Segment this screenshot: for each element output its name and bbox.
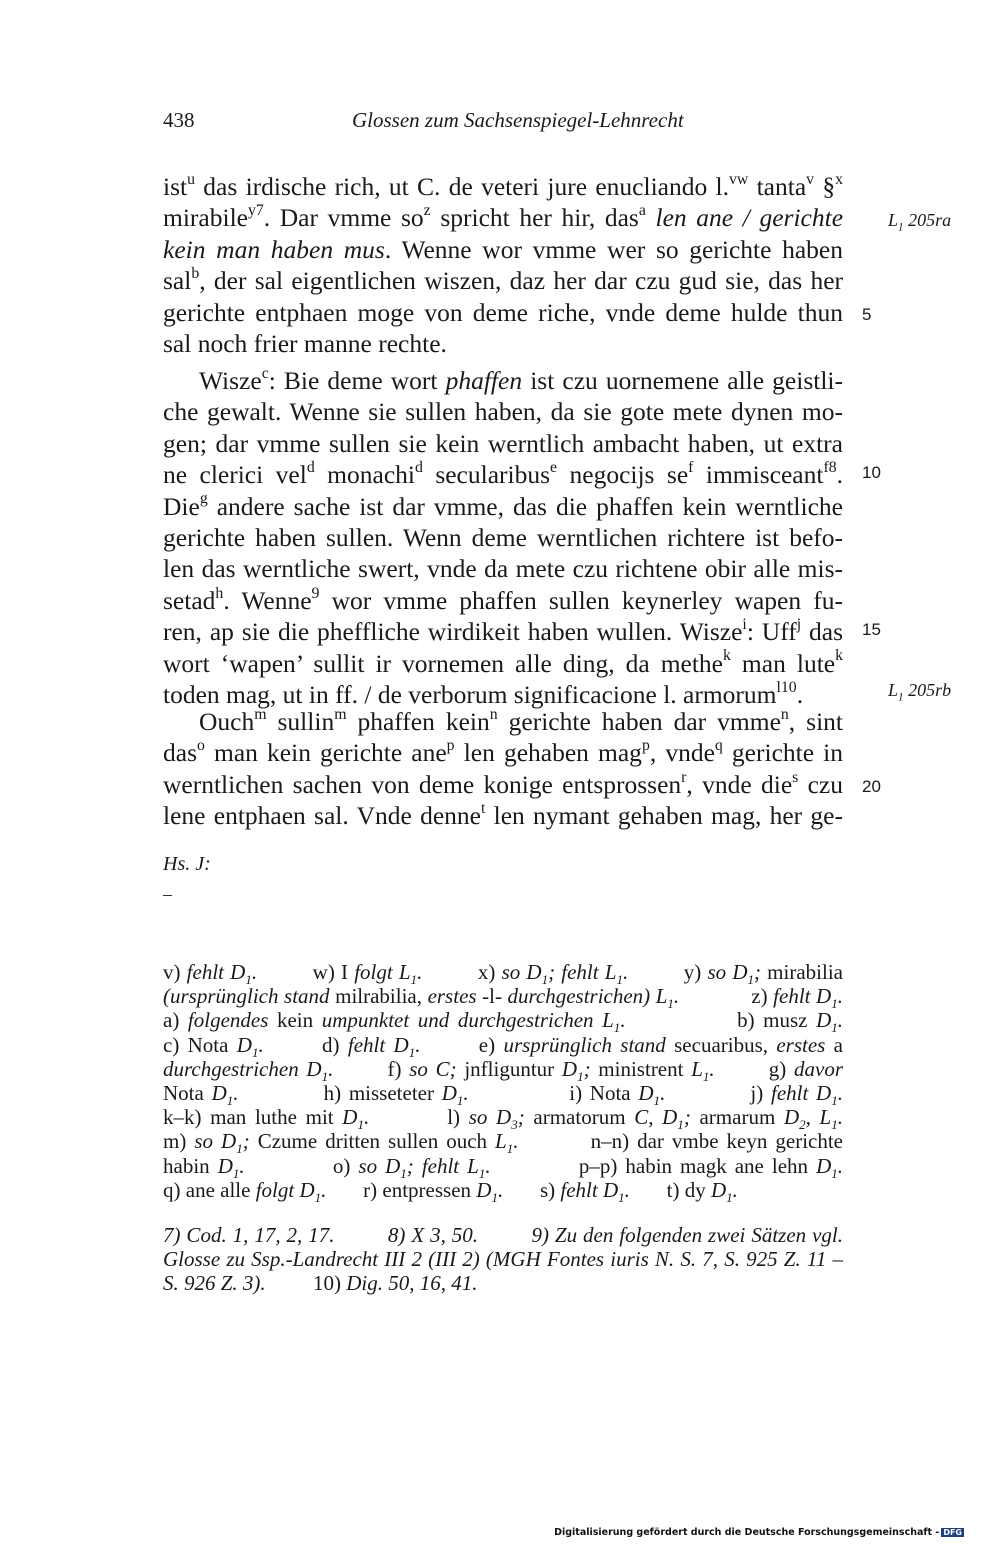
text-line: gerichte haben sullen. Wenn deme werntlichen richtere ist befo- bbox=[163, 522, 843, 552]
commentary-notes bbox=[163, 1223, 843, 1296]
text-line: ren, ap sie die pheffliche wirdikeit haben wullen. Wisze$^i$: Uff$^j$ das bbox=[163, 616, 844, 647]
apparatus-line: a) folgendes kein umpunktet und durchgestrichen $L_1$. b) musz $D_1$. bbox=[163, 1008, 843, 1036]
line-number: 15 bbox=[862, 620, 881, 639]
main-text-block-1 bbox=[163, 171, 843, 359]
text-line: werntlichen sachen von deme konige entsprossen$^r$, vnde die$^s$ czu bbox=[163, 768, 843, 799]
credit-text: Digitalisierung gefördert durch die Deutsche Forschungsgemeinschaft - bbox=[554, 1527, 940, 1538]
text-line: das$^o$ man kein gerichte ane$^p$ len gehaben mag$^p$, vnde$^q$ gerichte in bbox=[163, 737, 843, 768]
critical-apparatus bbox=[163, 960, 844, 1205]
line-number: 5 bbox=[862, 305, 872, 324]
text-line: setad$^h$. Wenne$^9$ wor vmme phaffen sullen keynerley wapen fu- bbox=[163, 584, 844, 615]
dfg-logo: DFG bbox=[943, 1528, 962, 1537]
apparatus-line: habin $D_1$. o) so $D_1$; fehlt $L_1$. p–p) habin magk ane lehn $D_1$. bbox=[163, 1153, 844, 1181]
apparatus-line: Nota $D_1$. h) misseteter $D_1$. i) Nota $D_1$. j) fehlt $D_1$. bbox=[163, 1080, 843, 1109]
text-line: gen; dar vmme sullen sie kein werntlich ambacht haben, ut extra bbox=[163, 428, 843, 458]
text-line: ne clerici vel$^d$ monachi$^d$ secularibus$^e$ negocijs $se^f$ immisceant$^{f8}$. bbox=[163, 459, 843, 490]
line-number: 20 bbox=[862, 777, 881, 796]
manuscript-dash: – bbox=[163, 884, 172, 904]
text-line: sal$^b$, der sal eigentlichen wiszen, daz her dar czu gud sie, das her bbox=[163, 265, 843, 296]
page-number: 438 bbox=[163, 108, 195, 132]
apparatus-line: q) ane alle folgt $D_1$. r) entpressen $D_1$. s) fehlt $D_1$. t) dy $D_1$. bbox=[163, 1177, 738, 1205]
running-title: Glossen zum Sachsenspiegel-Lehnrecht bbox=[352, 108, 684, 132]
text-line: Ouch$^m$ sullin$^m$ phaffen kein$^n$ gerichte haben dar vmme$^n$, sint bbox=[199, 705, 843, 736]
text-line: wort ‘wapen’ sullit ir vornemen alle ding, da methe$^k$ man lute$^k$ bbox=[163, 647, 843, 678]
apparatus-line: k–k) man luthe mit $D_1$. l) so $D_3$; armatorum C, $D_1$; armarum $D_2$, $L_1$. bbox=[163, 1105, 843, 1133]
text-line: len das werntliche swert, vnde da mete czu richtene obir alle mis- bbox=[163, 554, 843, 584]
line-number: 10 bbox=[862, 463, 881, 482]
text-line: sal noch frier manne rechte. bbox=[163, 328, 447, 358]
digitization-credit bbox=[554, 1527, 964, 1538]
apparatus-line: durchgestrichen $D_1$. f) so C; jnfliguntur $D_1$; ministrent $L_1$. g) davor bbox=[163, 1056, 843, 1084]
main-text-block-3 bbox=[163, 706, 843, 832]
text-line: che gewalt. Wenne sie sullen haben, da sie gote mete dynen mo- bbox=[163, 397, 843, 427]
text-line: Die$^g$ andere sache ist dar vmme, das die phaffen kein werntliche bbox=[163, 490, 843, 521]
apparatus-line: v) fehlt $D_1$. w) I folgt $L_1$. x) so $D_1$; fehlt $L_1$. y) so $D_1$; mirabilia bbox=[163, 960, 843, 988]
margin-folio-ref: $L_1$ 205rb bbox=[888, 680, 952, 704]
apparatus-line: (ursprünglich stand milrabilia, erstes -l- durchgestrichen) $L_1$. z) fehlt $D_1$. bbox=[163, 984, 843, 1012]
text-line: toden mag, ut in ff. / de verborum significacione l. armorum$^{l10}$. bbox=[163, 678, 804, 709]
margin-folio-ref: $L_1$ 205ra bbox=[888, 210, 952, 234]
apparatus-line: m) so $D_1$; Czume dritten sullen ouch $L_1$. n–n) dar vmbe keyn gerichte bbox=[163, 1129, 843, 1157]
apparatus-line: c) Nota $D_1$. d) fehlt $D_1$. e) ursprünglich stand secuaribus, erstes a bbox=[163, 1032, 843, 1060]
text-line: gerichte entphaen moge von deme riche, vnde deme hulde thun bbox=[163, 297, 843, 327]
text-line: lene entphaen sal. Vnde denne$^t$ len nymant gehaben mag, her ge- bbox=[163, 800, 843, 831]
text-line: mirabile$^{y7}$. Dar vmme $so^z$ spricht her hir, das$^a$ len ane / gerichte bbox=[163, 202, 844, 233]
text-line: kein man haben mus. Wenne wor vmme wer so gerichte haben bbox=[163, 234, 843, 264]
text-line: Wisze$^c$: Bie deme wort phaffen ist czu uornemene alle geistli- bbox=[199, 364, 843, 395]
note-line: S. 926 Z. 3). 10) Dig. 50, 16, 41. bbox=[163, 1271, 478, 1296]
main-text-block-2 bbox=[163, 365, 843, 710]
note-line: 7) Cod. 1, 17, 2, 17. 8) X 3, 50. 9) Zu den folgenden zwei Sätzen vgl. bbox=[163, 1223, 843, 1247]
text-line: ist$^u$ das irdische rich, ut C. de veteri jure enucliando l.$^{vw}$ tanta$^v$ §$^x$ bbox=[163, 170, 844, 201]
note-line: Glosse zu Ssp.-Landrecht III 2 (III 2) (MGH Fontes iuris N. S. 7, S. 925 Z. 11 – bbox=[163, 1247, 843, 1272]
manuscript-label: Hs. J: bbox=[163, 853, 211, 875]
